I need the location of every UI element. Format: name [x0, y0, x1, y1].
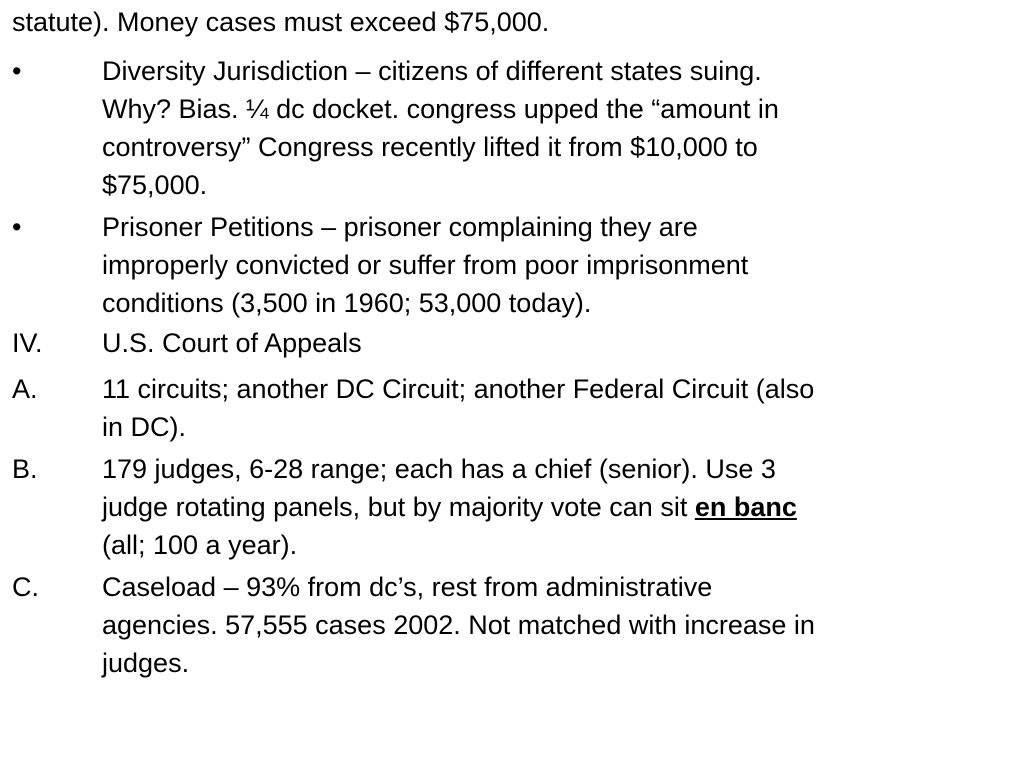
bullet-marker: •: [12, 212, 22, 242]
letter-marker: B.: [12, 454, 38, 484]
item-text: [102, 208, 1018, 322]
text-line: 179 judges, 6-28 range; each has a chief (senior). Use 3: [102, 454, 776, 484]
item-text: [102, 370, 1018, 446]
letter-marker: A.: [12, 374, 38, 404]
text-line: judges.: [102, 648, 190, 678]
item-text: [102, 52, 1018, 204]
text-line: Prisoner Petitions – prisoner complaining they are: [102, 212, 698, 242]
letter-marker: C.: [12, 572, 39, 602]
text-line: Diversity Jurisdiction – citizens of different states suing.: [102, 56, 762, 86]
text-line: 11 circuits; another DC Circuit; another Federal Circuit (also: [102, 374, 815, 404]
text-line: Why? Bias. ¼ dc docket. congress upped the “amount in: [102, 94, 779, 124]
text-line: conditions (3,500 in 1960; 53,000 today).: [102, 288, 592, 318]
lead-line: statute). Money cases must exceed $75,000.: [12, 7, 550, 37]
text-line: controversy” Congress recently lifted it from $10,000 to: [102, 132, 758, 162]
text-line: (all; 100 a year).: [102, 530, 298, 560]
text-line: agencies. 57,555 cases 2002. Not matched with increase in: [102, 610, 815, 640]
text-line: U.S. Court of Appeals: [102, 328, 362, 358]
roman-numeral-marker: IV.: [12, 328, 43, 358]
item-text: [102, 324, 1018, 362]
item-text: [102, 568, 1018, 682]
text-line: Caseload – 93% from dc’s, rest from administrative: [102, 572, 713, 602]
item-text: [102, 450, 1018, 564]
text-line-part: judge rotating panels, but by majority vote can sit: [102, 492, 688, 522]
text-line: [102, 488, 1018, 526]
text-line: improperly convicted or suffer from poor imprisonment: [102, 250, 749, 280]
text-line: $75,000.: [102, 170, 208, 200]
en-banc-emphasis: en banc: [694, 492, 797, 522]
bullet-marker: •: [12, 56, 22, 86]
text-line: in DC).: [102, 412, 187, 442]
